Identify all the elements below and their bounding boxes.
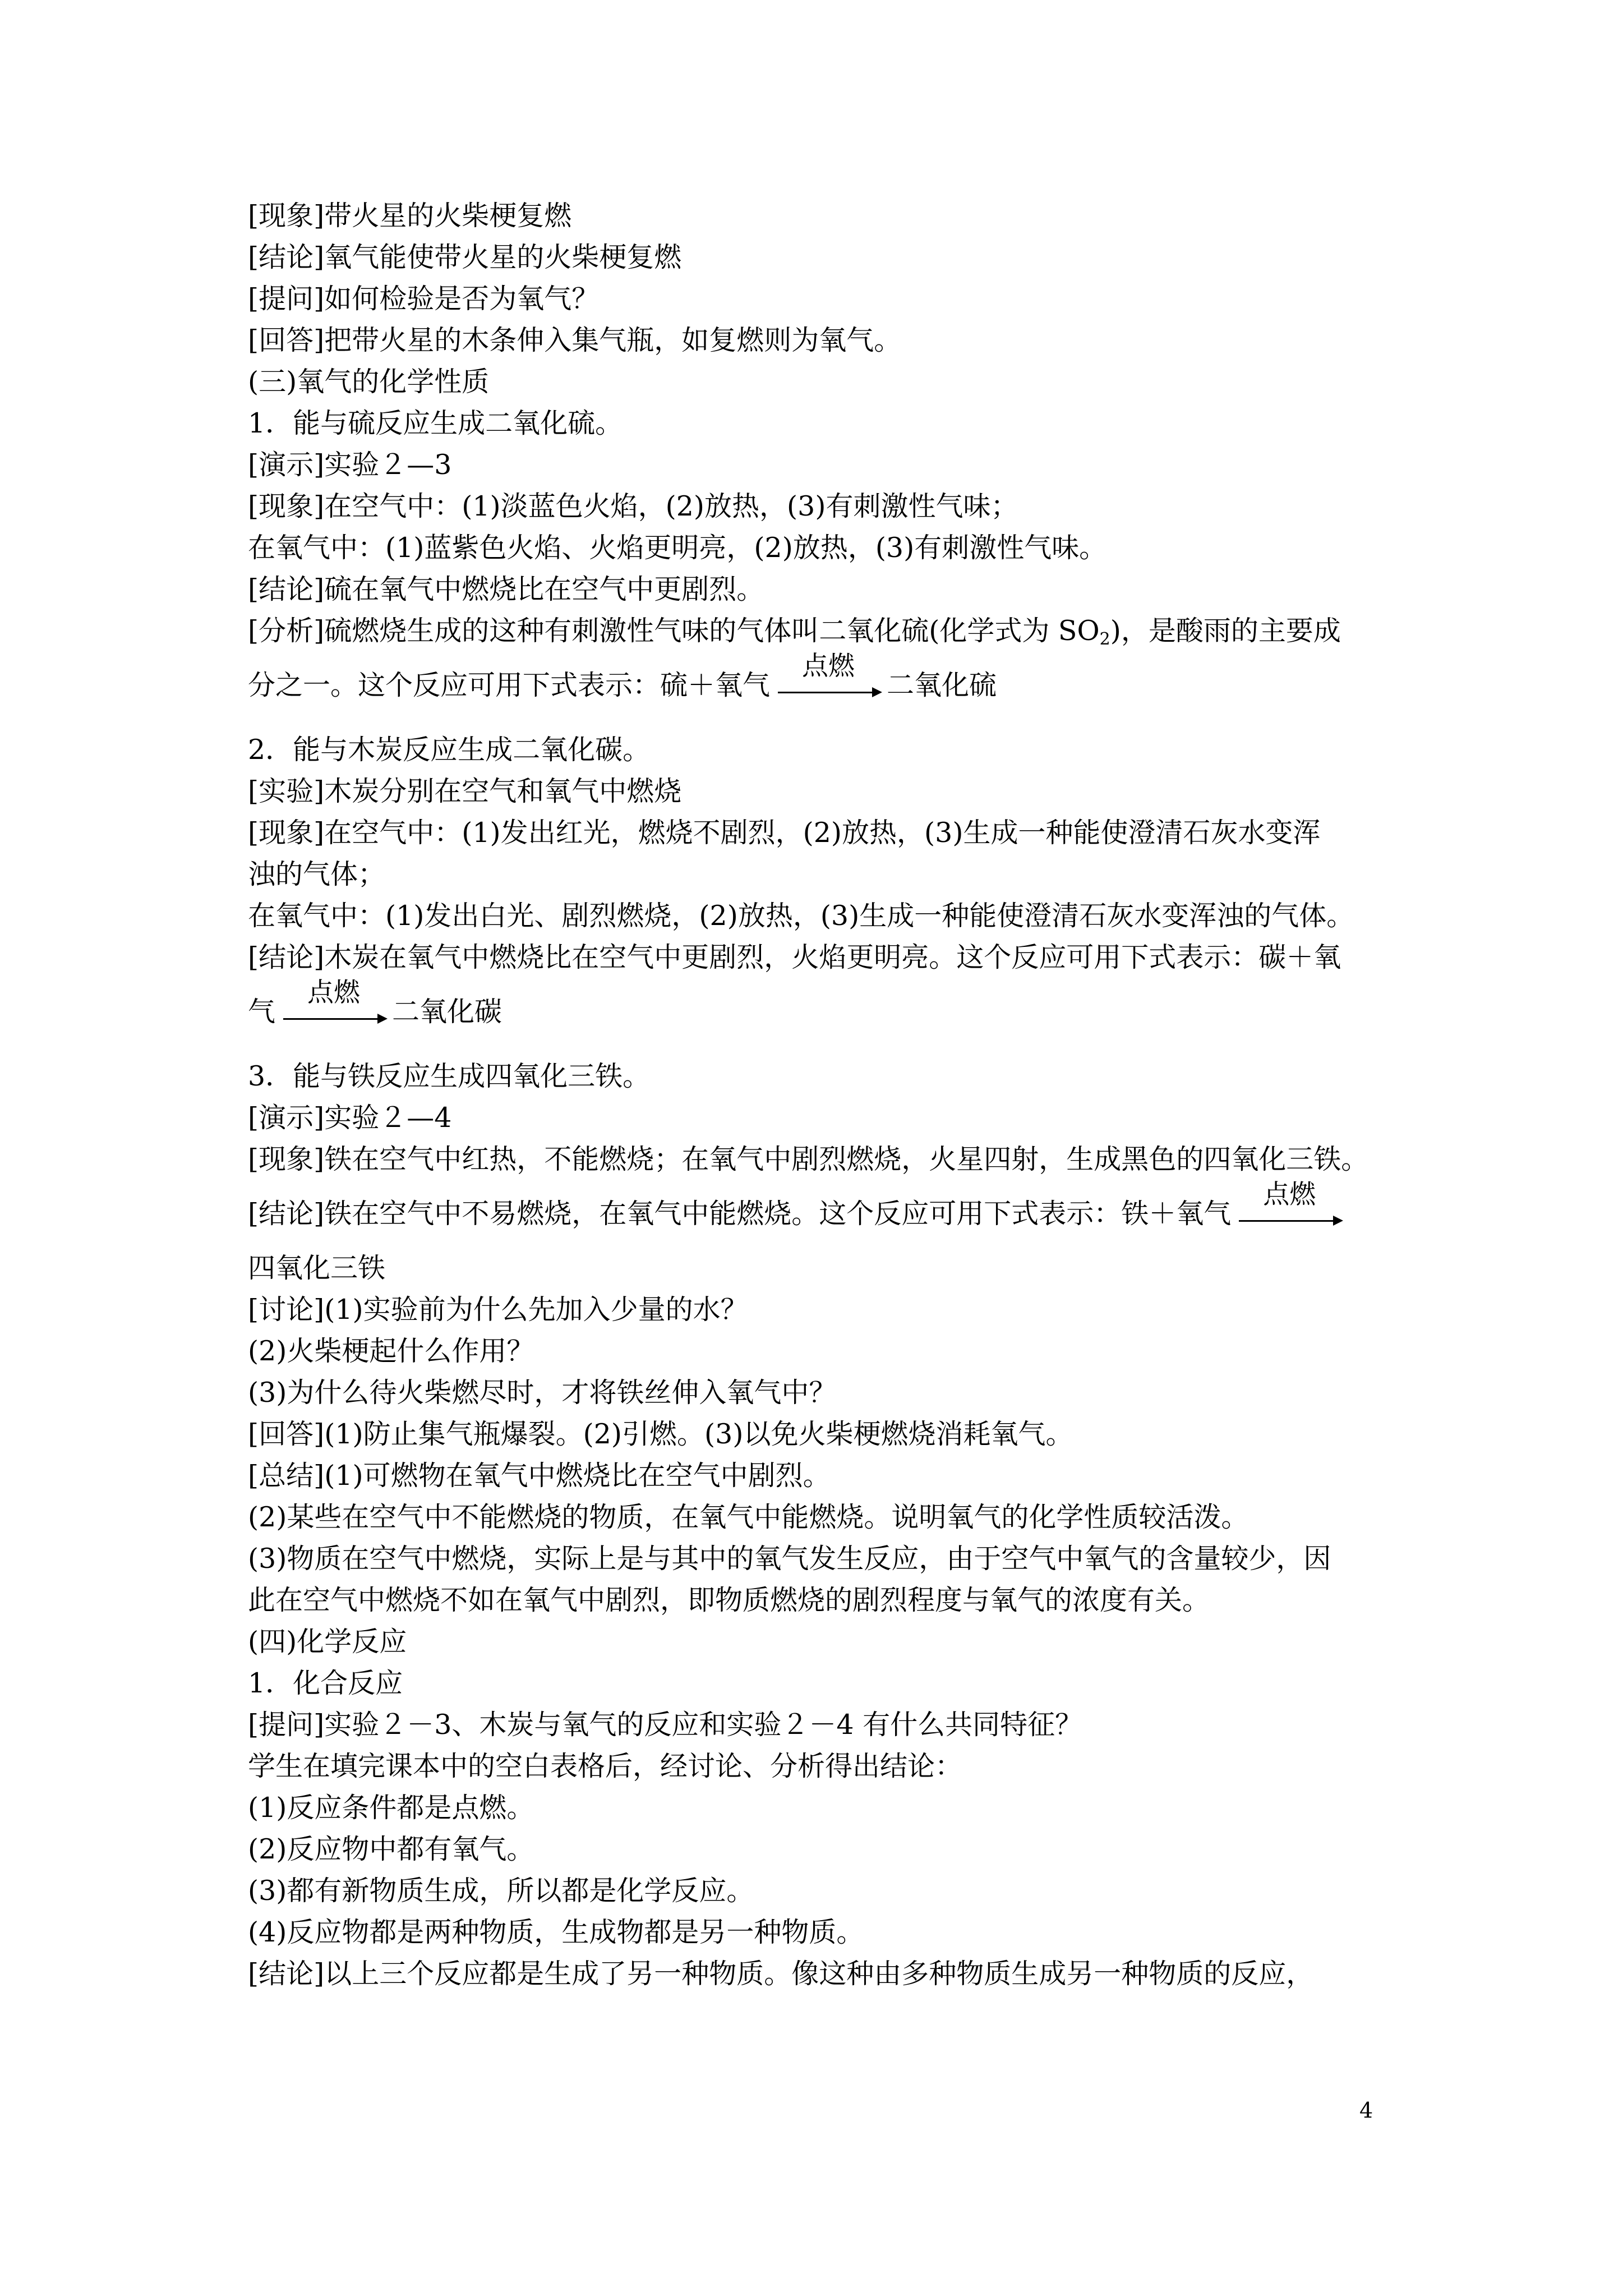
text-line: [结论]以上三个反应都是生成了另一种物质。像这种由多种物质生成另一种物质的反应， xyxy=(248,1958,1314,1990)
text-span: 分之一。这个反应可用下式表示：硫＋氧气 xyxy=(248,669,771,701)
text-line: [结论]硫在氧气中燃烧比在空气中更剧烈。 xyxy=(248,573,764,605)
text-span: [分析]硫燃烧生成的这种有刺激性气味的气体叫二氧化硫(化学式为 SO xyxy=(248,615,1100,647)
text-line: (2)某些在空气中不能燃烧的物质，在氧气中能燃烧。说明氧气的化学性质较活泼。 xyxy=(248,1501,1249,1533)
text-line xyxy=(248,610,1381,652)
text-line: (2)火柴梗起什么作用？ xyxy=(248,1335,534,1367)
text-span: 二氧化硫 xyxy=(887,669,997,701)
text-span: 气 xyxy=(248,996,276,1028)
arrow-shaft xyxy=(1239,1220,1335,1222)
arrow-shaft xyxy=(778,692,874,693)
page-number: 4 xyxy=(1359,2098,1373,2123)
text-line: 四氧化三铁 xyxy=(248,1252,386,1284)
equation-line xyxy=(248,1180,1381,1248)
text-line: (1)反应条件都是点燃。 xyxy=(248,1792,534,1824)
text-line: [总结](1)可燃物在氧气中燃烧比在空气中剧烈。 xyxy=(248,1460,831,1492)
text-line: [演示]实验２—4 xyxy=(248,1102,452,1134)
text-line: 3．能与铁反应生成四氧化三铁。 xyxy=(248,1060,651,1092)
text-line: [演示]实验２—3 xyxy=(248,449,452,481)
page-content xyxy=(248,195,1381,1995)
text-line: (3)物质在空气中燃烧，实际上是与其中的氧气发生反应，由于空气中氧气的含量较少，因 xyxy=(248,1543,1331,1575)
reaction-condition: 点燃 xyxy=(307,977,361,1008)
text-line: 2．能与木炭反应生成二氧化碳。 xyxy=(248,734,651,766)
text-line: [现象]铁在空气中红热，不能燃烧；在氧气中剧烈燃烧，火星四射，生成黑色的四氧化三铁。 xyxy=(248,1143,1369,1175)
text-line: (2)反应物中都有氧气。 xyxy=(248,1833,534,1865)
text-line: [结论]木炭在氧气中燃烧比在空气中更剧烈，火焰更明亮。这个反应可用下式表示：碳＋氧 xyxy=(248,941,1341,973)
reaction-arrow xyxy=(278,977,390,1035)
text-line: 在氧气中：(1)蓝紫色火焰、火焰更明亮，(2)放热，(3)有刺激性气味。 xyxy=(248,532,1107,564)
text-line: [现象]在空气中：(1)淡蓝色火焰，(2)放热，(3)有刺激性气味； xyxy=(248,490,1018,522)
text-line: [回答]把带火星的木条伸入集气瓶，如复燃则为氧气。 xyxy=(248,324,902,356)
text-line: [实验]木炭分别在空气和氧气中燃烧 xyxy=(248,775,682,807)
section-heading: (四)化学反应 xyxy=(248,1626,407,1658)
arrow-shaft xyxy=(283,1018,380,1020)
text-line: 浊的气体； xyxy=(248,858,386,890)
text-line: 学生在填完课本中的空白表格后，经讨论、分析得出结论： xyxy=(248,1750,963,1782)
equation-line xyxy=(248,652,1381,719)
text-line: [现象]在空气中：(1)发出红光，燃烧不剧烈，(2)放热，(3)生成一种能使澄清石灰水变浑 xyxy=(248,817,1321,849)
text-line: [提问]如何检验是否为氧气？ xyxy=(248,283,600,315)
arrow-head-icon xyxy=(1333,1216,1343,1226)
reaction-condition: 点燃 xyxy=(802,650,855,682)
text-span: [结论]铁在空气中不易燃烧，在氧气中能燃烧。这个反应可用下式表示：铁＋氧气 xyxy=(248,1198,1232,1230)
section-heading: (三)氧气的化学性质 xyxy=(248,366,490,398)
reaction-arrow xyxy=(772,650,884,708)
reaction-condition: 点燃 xyxy=(1263,1179,1316,1210)
text-line: 此在空气中燃烧不如在氧气中剧烈，即物质燃烧的剧烈程度与氧气的浓度有关。 xyxy=(248,1584,1210,1616)
arrow-head-icon xyxy=(872,687,882,697)
reaction-arrow xyxy=(1233,1179,1345,1237)
text-line: [提问]实验２－3、木炭与氧气的反应和实验２－4 有什么共同特征？ xyxy=(248,1709,1083,1741)
text-line: [回答](1)防止集气瓶爆裂。(2)引燃。(3)以免火柴梗燃烧消耗氧气。 xyxy=(248,1418,1073,1450)
subscript: 2 xyxy=(1099,629,1110,649)
text-span: )，是酸雨的主要成 xyxy=(1110,615,1341,647)
text-line: (4)反应物都是两种物质，生成物都是另一种物质。 xyxy=(248,1916,864,1948)
text-line: [讨论](1)实验前为什么先加入少量的水？ xyxy=(248,1294,748,1326)
text-span: 二氧化碳 xyxy=(392,996,502,1028)
text-line: (3)为什么待火柴燃尽时，才将铁丝伸入氧气中？ xyxy=(248,1377,837,1409)
text-line: [现象]带火星的火柴梗复燃 xyxy=(248,200,572,232)
text-line: [结论]氧气能使带火星的火柴梗复燃 xyxy=(248,241,682,273)
equation-line xyxy=(248,978,1381,1046)
text-line: 1．化合反应 xyxy=(248,1667,403,1699)
text-line: 在氧气中：(1)发出白光、剧烈燃烧，(2)放热，(3)生成一种能使澄清石灰水变浑浊的气体。 xyxy=(248,900,1354,932)
text-line: 1．能与硫反应生成二氧化硫。 xyxy=(248,407,623,439)
arrow-head-icon xyxy=(377,1014,388,1024)
text-line: (3)都有新物质生成，所以都是化学反应。 xyxy=(248,1875,754,1907)
